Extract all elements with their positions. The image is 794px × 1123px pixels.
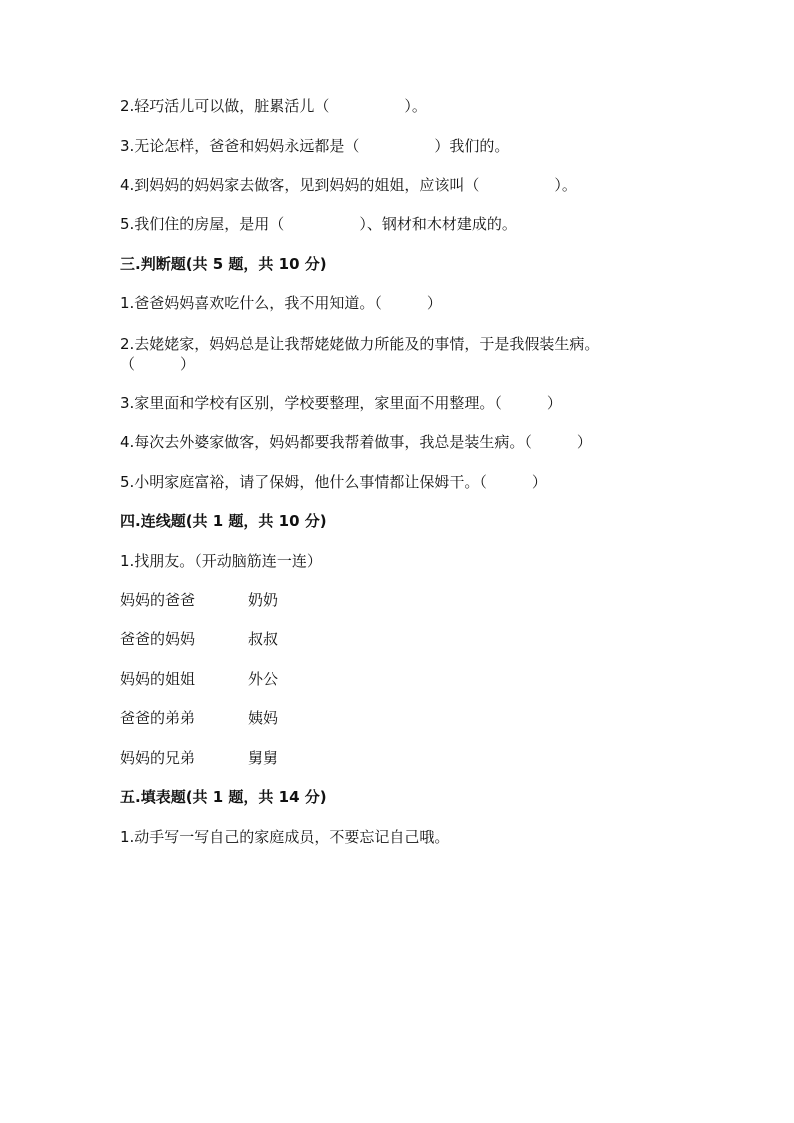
match-left-item: 爸爸的弟弟 <box>120 709 196 727</box>
match-left-item: 爸爸的妈妈 <box>120 630 196 648</box>
match-question: 1.找朋友。（开动脑筋连一连） <box>120 552 322 570</box>
judge-item-1: 1.爸爸妈妈喜欢吃什么，我不用知道。（ ） <box>120 294 442 312</box>
match-right-item: 外公 <box>248 670 279 688</box>
match-left-item: 妈妈的兄弟 <box>120 749 196 767</box>
judge-item-4: 4.每次去外婆家做客，妈妈都要我帮着做事，我总是装生病。（ ） <box>120 433 592 451</box>
fill-blank-item-5: 5.我们住的房屋，是用（ ）、钢材和木材建成的。 <box>120 215 517 233</box>
match-left-item: 妈妈的爸爸 <box>120 591 196 609</box>
judge-item-3: 3.家里面和学校有区别，学校要整理，家里面不用整理。（ ） <box>120 394 562 412</box>
table-question: 1.动手写一写自己的家庭成员，不要忘记自己哦。 <box>120 828 450 846</box>
section4-heading: 四.连线题(共 1 题，共 10 分) <box>120 512 327 530</box>
judge-item-5: 5.小明家庭富裕，请了保姆，他什么事情都让保姆干。（ ） <box>120 473 547 491</box>
section5-heading: 五.填表题(共 1 题，共 14 分) <box>120 788 327 806</box>
fill-blank-item-2: 2.轻巧活儿可以做，脏累活儿（ ）。 <box>120 97 427 115</box>
judge-item-2: 2.去姥姥家，妈妈总是让我帮姥姥做力所能及的事情，于是我假装生病。（ ） <box>120 335 600 373</box>
match-left-item: 妈妈的姐姐 <box>120 670 196 688</box>
fill-blank-item-3: 3.无论怎样，爸爸和妈妈永远都是（ ）我们的。 <box>120 137 510 155</box>
match-right-item: 叔叔 <box>248 630 279 648</box>
match-right-item: 姨妈 <box>248 709 279 727</box>
section3-heading: 三.判断题(共 5 题，共 10 分) <box>120 255 327 273</box>
fill-blank-item-4: 4.到妈妈的妈妈家去做客，见到妈妈的姐姐，应该叫（ ）。 <box>120 176 577 194</box>
match-right-item: 奶奶 <box>248 591 279 609</box>
match-right-item: 舅舅 <box>248 749 279 767</box>
